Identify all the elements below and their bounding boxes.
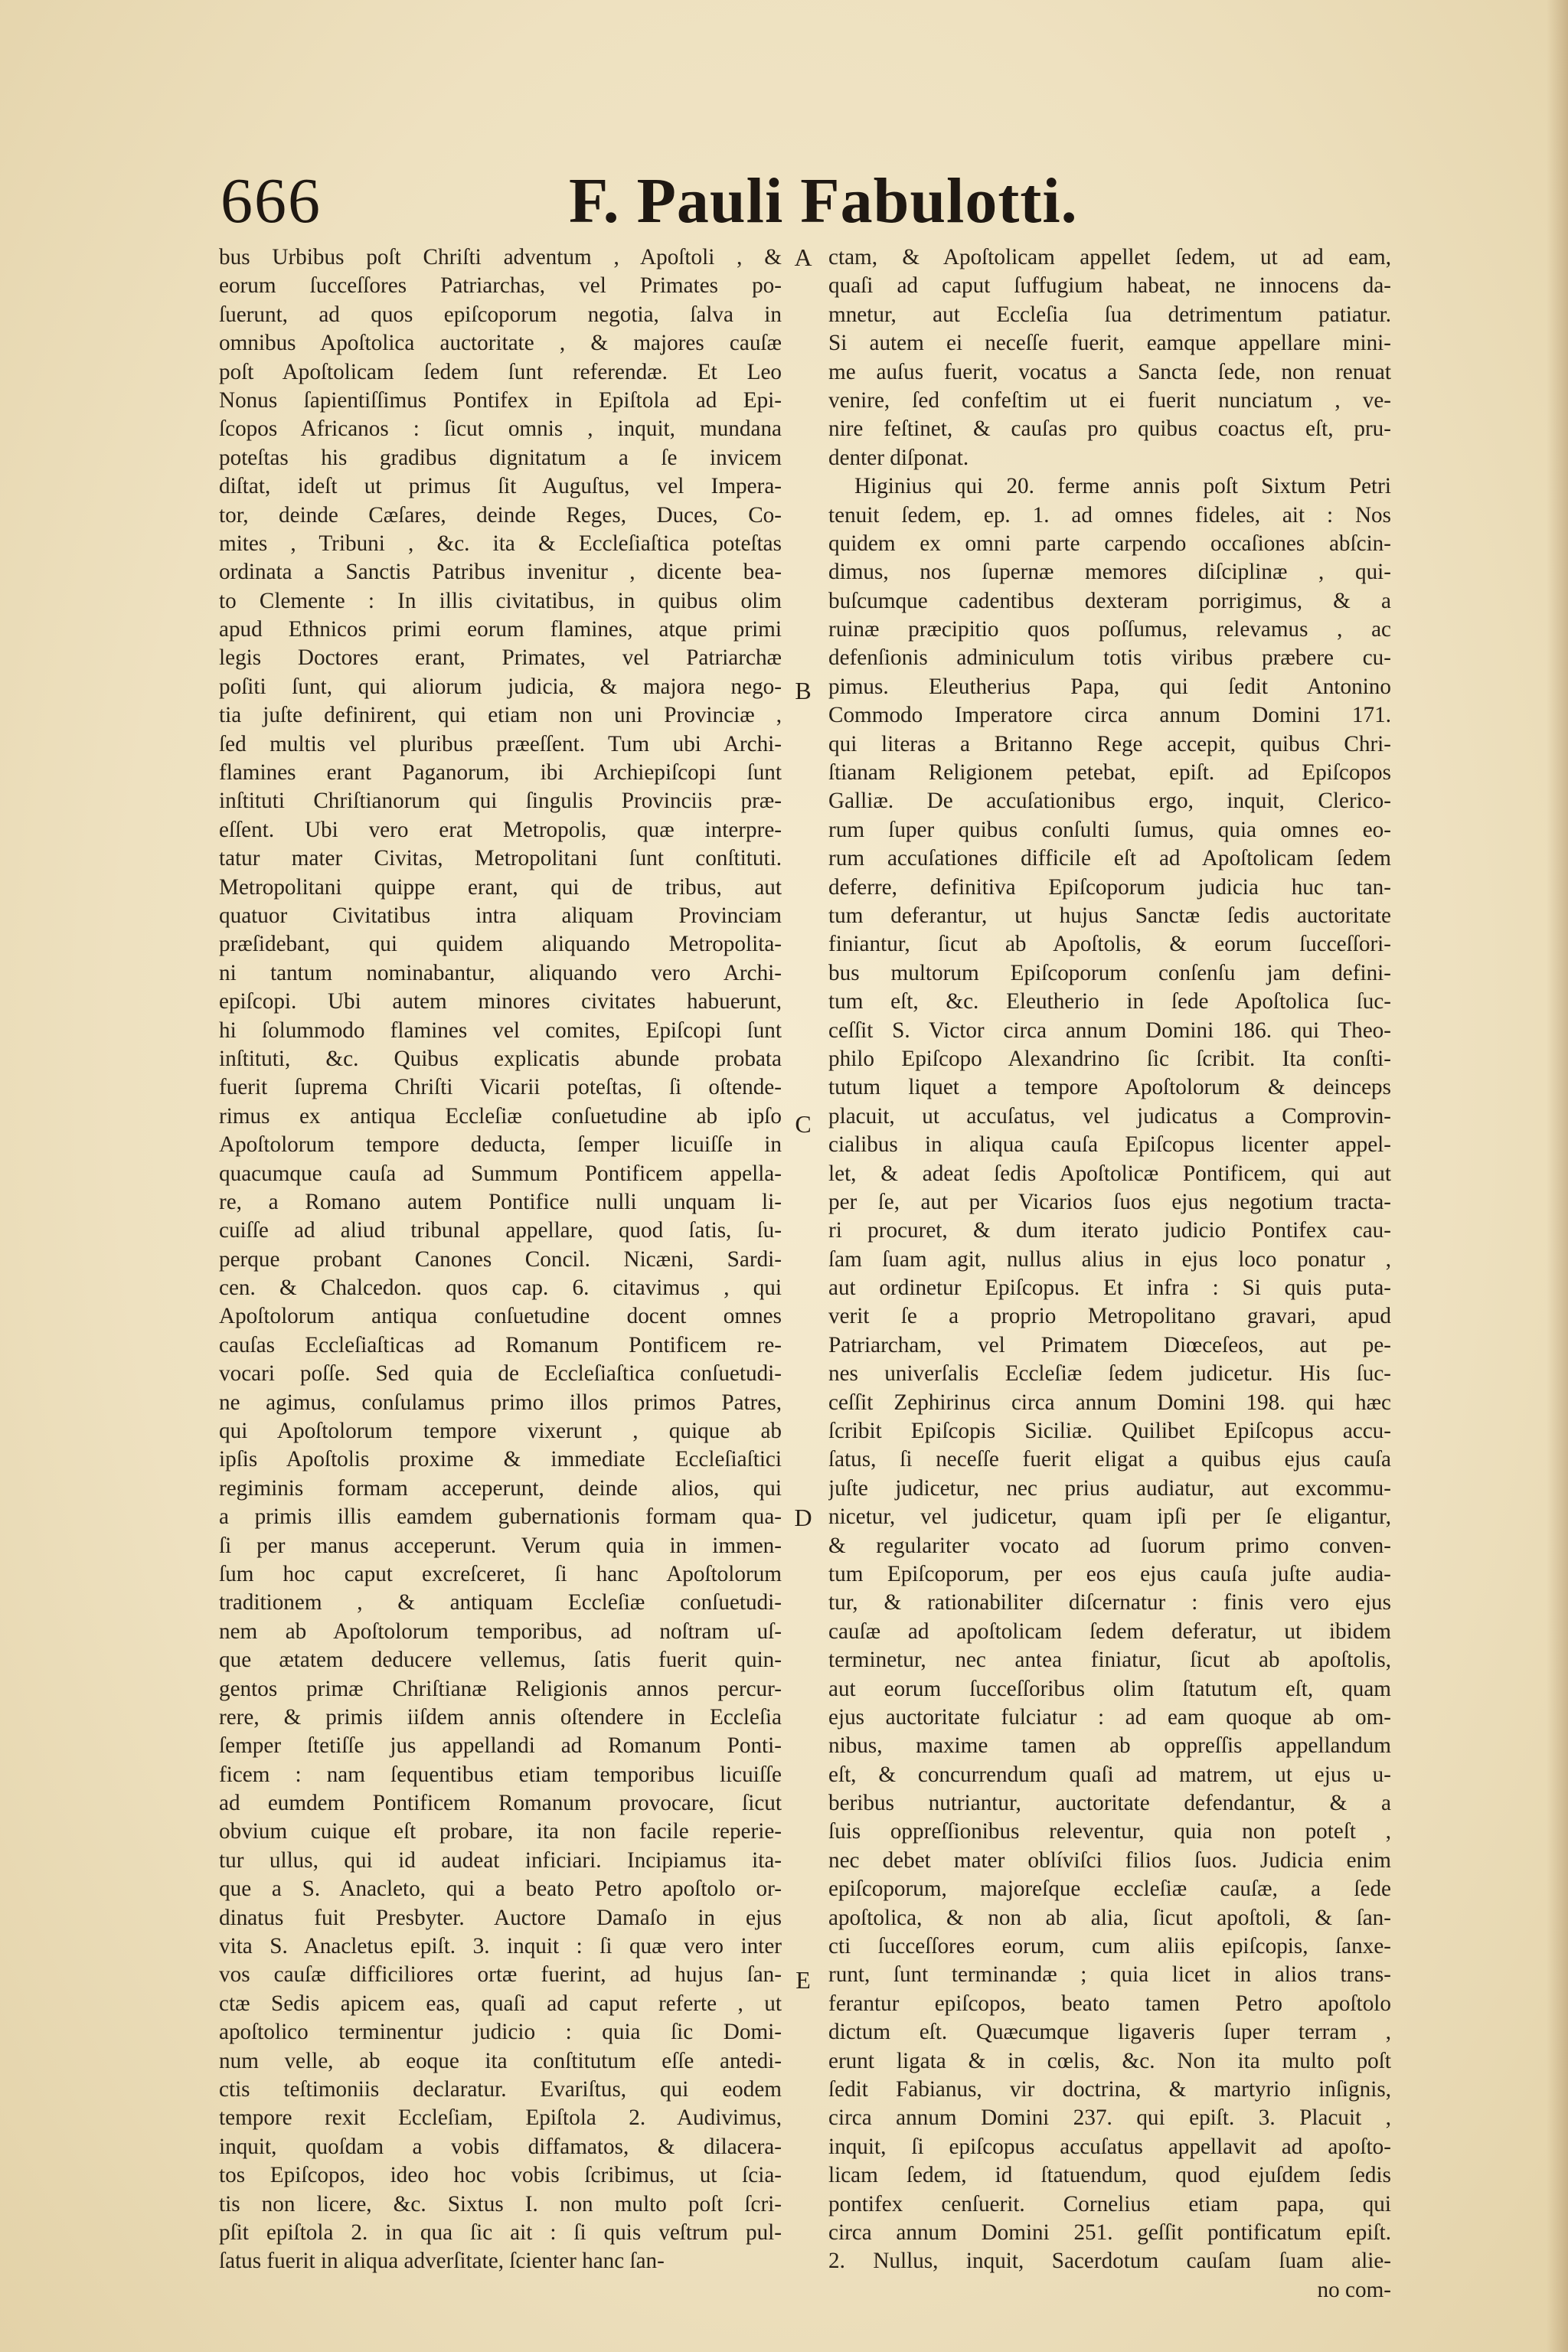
text-line: diſtat, ideſt ut primus ſit Auguſtus, vel Impera- (219, 474, 782, 499)
text-line: ſuis oppreſſionibus releventur, quia non poteſt , (828, 1819, 1391, 1844)
text-line: num velle, ab eoque ita conſtitutum eſſe antedi- (219, 2048, 782, 2073)
text-line: ri procuret, & dum iterato judicio Pontifex cau- (828, 1218, 1391, 1243)
text-line: que ætatem deducere vellemus, ſatis fuerit quin- (219, 1648, 782, 1673)
margin-marker-c: C (795, 1110, 812, 1138)
text-line: per ſe, aut per Vicarios ſuos ejus negotium tracta- (828, 1189, 1391, 1214)
text-line: præſidebant, qui quidem aliquando Metropolita- (219, 932, 782, 957)
text-line: Commodo Imperatore circa annum Domini 171. (828, 703, 1391, 728)
text-line: apud Ethnicos primi eorum flamines, atque primi (219, 617, 782, 642)
text-line: ne agimus, conſulamus primo illos primos Patres, (219, 1390, 782, 1415)
text-line: ejus auctoritate fulciatur : ad eam quoque ab om- (828, 1704, 1391, 1730)
text-line: apoſtolico terminentur judicio : quia ſic Domi- (219, 2020, 782, 2045)
text-line: ſatus, ſi neceſſe fuerit eligat a quibus ejus cauſa (828, 1447, 1391, 1472)
text-line: qui literas a Britanno Rege accepit, quibus Chri- (828, 731, 1391, 756)
text-line: poſiti ſunt, qui aliorum judicia, & majora nego- (219, 674, 782, 699)
text-line: Si autem ei neceſſe fuerit, eamque appellare mini- (828, 331, 1391, 356)
right-text-column (828, 243, 1391, 2305)
text-line: apoſtolica, & non ab alia, ſicut apoſtoli, & ſan- (828, 1905, 1391, 1930)
text-line: Apoſtolorum tempore deducta, ſemper licuiſſe in (219, 1132, 782, 1158)
text-line: perque probant Canones Concil. Nicæni, Sardi- (219, 1246, 782, 1272)
margin-marker-e: E (795, 1966, 811, 1994)
text-line: nibus, maxime tamen ab oppreſſis appellandum (828, 1733, 1391, 1759)
text-line: finiantur, ſicut ab Apoſtolis, & eorum ſucceſſori- (828, 932, 1391, 957)
text-line: nicetur, vel judicetur, quam ipſi per ſe eligantur, (828, 1504, 1391, 1530)
text-line: ſi per manus acceperunt. Verum quia in immen- (219, 1533, 782, 1558)
text-line: regiminis formam acceperunt, deinde alios, qui (219, 1475, 782, 1501)
text-line: quacumque cauſa ad Summum Pontificem appella- (219, 1161, 782, 1186)
text-line: tatur mater Civitas, Metropolitani ſunt conſtituti. (219, 846, 782, 871)
text-line: obvium cuique eſt probare, ita non facile reperie- (219, 1819, 782, 1844)
text-line: quidem ex omni parte carpendo occaſiones abſcin- (828, 531, 1391, 556)
text-line: pſit epiſtola 2. in qua ſic ait : ſi quis veſtrum pul- (219, 2220, 782, 2245)
text-line: vocari poſſe. Sed quia de Eccleſiaſtica conſuetudi- (219, 1361, 782, 1387)
text-line: tor, deinde Cæſares, deinde Reges, Duces, Co- (219, 502, 782, 528)
text-line: pimus. Eleutherius Papa, qui ſedit Antonino (828, 674, 1391, 699)
text-line: ficem : nam ſequentibus etiam temporibus licuiſſe (219, 1762, 782, 1787)
text-line: verit ſe a proprio Metropolitano gravari, apud (828, 1304, 1391, 1329)
text-line: Galliæ. De accuſationibus ergo, inquit, Clerico- (828, 789, 1391, 814)
text-line: deferre, definitiva Epiſcoporum judicia huc tan- (828, 874, 1391, 900)
text-line: rere, & primis iiſdem annis oſtendere in Eccleſia (219, 1704, 782, 1730)
text-line: nem ab Apoſtolorum temporibus, ad noſtram uſ- (219, 1619, 782, 1644)
text-line: epiſcopi. Ubi autem minores civitates habuerunt, (219, 989, 782, 1014)
text-line: re, a Romano autem Pontifice nulli unquam li- (219, 1189, 782, 1214)
text-line: beribus nutriantur, auctoritate defendantur, & a (828, 1791, 1391, 1816)
text-line: quaſi ad caput ſuffugium habeat, ne innocens da- (828, 273, 1391, 299)
text-line: ſum hoc caput excreſceret, ſi hanc Apoſtolorum (219, 1561, 782, 1586)
text-line: inſtituti Chriſtianorum qui ſingulis Provinciis præ- (219, 789, 782, 814)
text-line: mnetur, aut Eccleſia ſua detrimentum patiatur. (828, 302, 1391, 327)
text-line: bus multorum Epiſcoporum conſenſu jam defini- (828, 960, 1391, 985)
text-line: inquit, quoſdam a vobis diffamatos, & dilacera- (219, 2134, 782, 2159)
text-line: tum Epiſcoporum, per eos ejus cauſa juſte audia- (828, 1561, 1391, 1586)
text-line: philo Epiſcopo Alexandrino ſic ſcribit. Ita conſti- (828, 1046, 1391, 1071)
text-line: tum deferantur, ut hujus Sanctæ ſedis auctoritate (828, 903, 1391, 928)
text-line: circa annum Domini 251. geſſit pontificatum epiſt. (828, 2220, 1391, 2245)
margin-marker-b: B (795, 677, 812, 704)
text-line: tur, & rationabiliter diſcernatur : finis vero ejus (828, 1590, 1391, 1615)
text-line: nec debet mater oblíviſci filios ſuos. Judicia enim (828, 1847, 1391, 1873)
page-number: 666 (220, 165, 322, 237)
text-line: Apoſtolorum antiqua conſuetudine docent omnes (219, 1304, 782, 1329)
text-line: epiſcoporum, majoreſque eccleſiæ cauſæ, a ſede (828, 1877, 1391, 1902)
text-line: ctam, & Apoſtolicam appellet ſedem, ut ad eam, (828, 245, 1391, 270)
text-line: poſt Apoſtolicam ſedem ſunt referendæ. Et Leo (219, 359, 782, 384)
text-line: nire feſtinet, & cauſas pro quibus coactus eſt, pru- (828, 416, 1391, 442)
text-line: bus Urbibus poſt Chriſti adventum , Apoſtoli , & (219, 245, 782, 270)
text-line: rum accuſationes difficile eſt ad Apoſtolicam ſedem (828, 846, 1391, 871)
text-line: buſcumque cadentibus dexteram porrigimus, & a (828, 588, 1391, 613)
text-line: ceſſit Zephirinus circa annum Domini 198. qui hæc (828, 1390, 1391, 1415)
text-line: & regulariter vocato ad ſuorum primo conven- (828, 1533, 1391, 1558)
text-line: tum eſt, &c. Eleutherio in ſede Apoſtolica ſuc- (828, 989, 1391, 1014)
text-line: me auſus fuerit, vocatus a Sancta ſede, non renuat (828, 359, 1391, 384)
text-line: placuit, ut accuſatus, vel judicatus a Comprovin- (828, 1103, 1391, 1129)
text-line: dictum eſt. Quæcumque ligaveris ſuper terram , (828, 2020, 1391, 2045)
text-line: tos Epiſcopos, ideo hoc vobis ſcribimus, ut ſcia- (219, 2163, 782, 2188)
text-line: ſemper ſtetiſſe jus appellandi ad Romanum Ponti- (219, 1733, 782, 1759)
text-line: ſcribit Epiſcopis Siciliæ. Quilibet Epiſcopus accu- (828, 1419, 1391, 1444)
text-line: juſte judicetur, nec prius audiatur, aut excommu- (828, 1475, 1391, 1501)
text-line: eſſent. Ubi vero erat Metropolis, quæ interpre- (219, 817, 782, 842)
text-line: ſuerunt, ad quos epiſcoporum negotia, ſalva in (219, 302, 782, 327)
text-line: ni tantum nominabantur, aliquando vero Archi- (219, 960, 782, 985)
text-line: cauſas Eccleſiaſticas ad Romanum Pontificem re- (219, 1332, 782, 1357)
text-line: venire, ſed confeſtim ut ei fuerit nunciatum , ve- (828, 387, 1391, 413)
text-line: tia juſte definirent, qui etiam non uni Provinciæ , (219, 703, 782, 728)
text-line: denter diſponat. (828, 445, 969, 470)
margin-marker-a: A (794, 243, 812, 271)
text-line: ſedit Fabianus, vir doctrina, & martyrio inſignis, (828, 2077, 1391, 2102)
text-line: tempore rexit Eccleſiam, Epiſtola 2. Audivimus, (219, 2105, 782, 2131)
text-line: inſtituti, &c. Quibus explicatis abunde probata (219, 1046, 782, 1071)
text-line: Patriarcham, vel Primatem Diœceſeos, aut pe- (828, 1332, 1391, 1357)
text-line: cuiſſe ad aliud tribunal appellare, quod ſatis, ſu- (219, 1218, 782, 1243)
text-line: nes univerſalis Eccleſiæ ſedem judicetur. His ſuc- (828, 1361, 1391, 1387)
text-line: dinatus fuit Presbyter. Auctore Damaſo in ejus (219, 1905, 782, 1930)
text-line: circa annum Domini 237. qui epiſt. 3. Placuit , (828, 2105, 1391, 2131)
left-text-column (219, 243, 782, 2276)
text-line: rimus ex antiqua Eccleſiæ conſuetudine ab ipſo (219, 1103, 782, 1129)
text-line: hi ſolummodo flamines vel comites, Epiſcopi ſunt (219, 1018, 782, 1043)
text-line: to Clemente : In illis civitatibus, in quibus olim (219, 588, 782, 613)
text-line: omnibus Apoſtolica auctoritate , & majores cauſæ (219, 331, 782, 356)
text-line: ſam ſuam agit, nullus alius in ejus loco ponatur , (828, 1246, 1391, 1272)
text-line: vos cauſæ difficiliores ortæ fuerint, ad hujus ſan- (219, 1962, 782, 1988)
text-line: vita S. Anacletus epiſt. 3. inquit : ſi quæ vero inter (219, 1934, 782, 1959)
text-line: tis non licere, &c. Sixtus I. non multo poſt ſcri- (219, 2191, 782, 2216)
text-line: tutum liquet a tempore Apoſtolorum & deinceps (828, 1075, 1391, 1100)
text-line: poteſtas his gradibus dignitatum a ſe invicem (219, 445, 782, 470)
text-line: eſt, & concurrendum quaſi ad matrem, ut ejus u- (828, 1762, 1391, 1787)
text-line: ctæ Sedis apicem eas, quaſi ad caput referte , ut (219, 1991, 782, 2016)
text-line: ordinata a Sanctis Patribus invenitur , dicente bea- (219, 560, 782, 585)
text-line: cti ſucceſſores eorum, cum aliis epiſcopis, ſanxe- (828, 1934, 1391, 1959)
page-header (220, 159, 1346, 243)
text-line: erunt ligata & in cœlis, &c. Non ita multo poſt (828, 2048, 1391, 2073)
text-line: traditionem , & antiquam Eccleſiæ conſuetudi- (219, 1590, 782, 1615)
text-line: qui Apoſtolorum tempore vixerunt , quique ab (219, 1419, 782, 1444)
text-line: ſatus fuerit in aliqua adverſitate, ſcienter hanc ſan- (219, 2249, 665, 2274)
text-line: ctis teſtimoniis declaratur. Evariſtus, qui eodem (219, 2077, 782, 2102)
text-line: runt, ſunt terminandæ ; quia licet in alios trans- (828, 1962, 1391, 1988)
margin-marker-d: D (794, 1504, 812, 1531)
text-line: a primis illis eamdem gubernationis formam qua- (219, 1504, 782, 1530)
text-line: inquit, ſi epiſcopus accuſatus appellavit ad apoſto- (828, 2134, 1391, 2159)
text-line: cen. & Chalcedon. quos cap. 6. citavimus , qui (219, 1276, 782, 1301)
text-line: ad eumdem Pontificem Romanum provocare, ſicut (219, 1791, 782, 1816)
text-line: terminetur, nec antea finiatur, ſicut ab apoſtolis, (828, 1648, 1391, 1673)
text-line: ſcopos Africanos : ſicut omnis , inquit, mundana (219, 416, 782, 442)
text-line: que a S. Anacleto, qui a beato Petro apoſtolo or- (219, 1877, 782, 1902)
text-line: aut eorum ſucceſſoribus olim ſtatutum eſt, quam (828, 1676, 1391, 1701)
text-line: cauſæ ad apoſtolicam ſedem deferatur, ut ibidem (828, 1619, 1391, 1644)
text-line: ipſis Apoſtolis proxime & immediate Eccleſiaſtici (219, 1447, 782, 1472)
text-line: tenuit ſedem, ep. 1. ad omnes fideles, ait : Nos (828, 502, 1391, 528)
text-line: rum ſuper quibus conſulti ſumus, quia omnes eo- (828, 817, 1391, 842)
text-line: tur ullus, qui id audeat inficiari. Incipiamus ita- (219, 1847, 782, 1873)
text-line: Higinius qui 20. ferme annis poſt Sixtum Petri (854, 474, 1391, 499)
text-line: ruinæ præcipitio quos poſſumus, relevamus , ac (828, 617, 1391, 642)
text-line: legis Doctores erant, Primates, vel Patriarchæ (219, 645, 782, 671)
text-line: dimus, nos ſupernæ memores diſciplinæ , qui- (828, 560, 1391, 585)
text-line: Nonus ſapientiſſimus Pontifex in Epiſtola ad Epi- (219, 387, 782, 413)
text-line: eorum ſucceſſores Patriarchas, vel Primates po- (219, 273, 782, 299)
text-line: 2. Nullus, inquit, Sacerdotum cauſam ſuam alie- (828, 2249, 1391, 2274)
text-line: mites , Tribuni , &c. ita & Eccleſiaſtica poteſtas (219, 531, 782, 556)
text-line: ceſſit S. Victor circa annum Domini 186. qui Theo- (828, 1018, 1391, 1043)
text-line: pontifex cenſuerit. Cornelius etiam papa, qui (828, 2191, 1391, 2216)
text-line: ſed multis vel pluribus præeſſent. Tum ubi Archi- (219, 731, 782, 756)
text-line: quatuor Civitatibus intra aliquam Provinciam (219, 903, 782, 928)
text-line: Metropolitani quippe erant, qui de tribus, aut (219, 874, 782, 900)
text-line: ferantur epiſcopos, beato tamen Petro apoſtolo (828, 1991, 1391, 2016)
running-title: F. Pauli Fabulotti. (569, 165, 1078, 237)
text-line: let, & adeat ſedis Apoſtolicæ Pontificem, qui aut (828, 1161, 1391, 1186)
text-line: flamines erant Paganorum, ibi Archiepiſcopi ſunt (219, 760, 782, 786)
catchword: no com- (1317, 2277, 1391, 2302)
text-line: licam ſedem, id ſtatuendum, quod ejuſdem ſedis (828, 2163, 1391, 2188)
text-line: cialibus in aliqua cauſa Epiſcopus licenter appel- (828, 1132, 1391, 1158)
text-line: defenſionis adminiculum totis viribus præbere cu- (828, 645, 1391, 671)
text-line: ſtianam Religionem petebat, epiſt. ad Epiſcopos (828, 760, 1391, 786)
page-edge-shadow (1547, 0, 1568, 2352)
text-line: gentos primæ Chriſtianæ Religionis annos percur- (219, 1676, 782, 1701)
text-line: aut ordinetur Epiſcopus. Et infra : Si quis puta- (828, 1276, 1391, 1301)
text-line: fuerit ſuprema Chriſti Vicarii poteſtas, ſi oſtende- (219, 1075, 782, 1100)
